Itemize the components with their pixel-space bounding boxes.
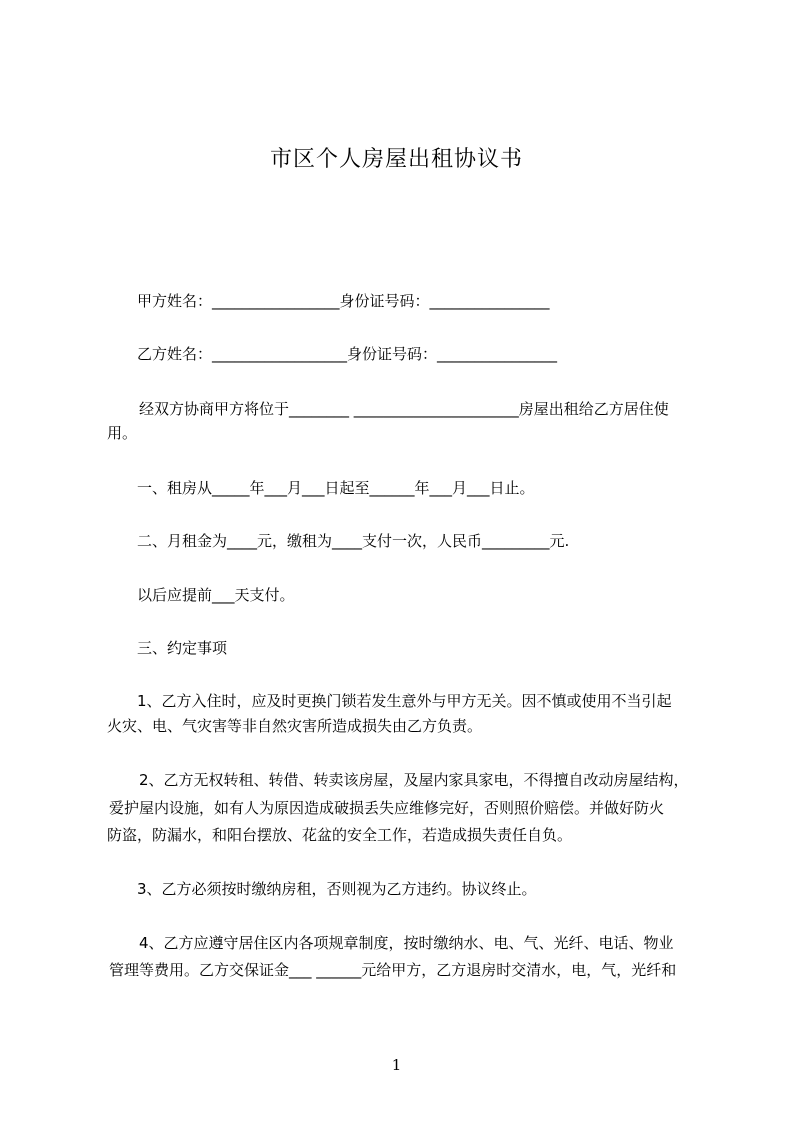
clause-2-monthly-rent: 二、月租金为____元，缴租为____支付一次，人民币_________元.	[137, 532, 570, 550]
party-a-line: 甲方姓名：_________________身份证号码：________________	[137, 292, 550, 310]
term-1-line-1: 1、乙方入住时，应及时更换门锁若发生意外与甲方无关。因不慎或使用不当引起	[137, 692, 672, 710]
agreement-intro-line-1: 经双方协商甲方将位于________ ______________________房屋出租给乙方居住使	[139, 400, 669, 418]
payment-advance-line: 以后应提前___天支付。	[137, 586, 295, 604]
term-1-line-2: 火灾、电、气灾害等非自然灾害所造成损失由乙方负责。	[107, 717, 483, 735]
agreement-intro-line-2: 用。	[107, 424, 138, 442]
page-number: 1	[391, 1056, 402, 1074]
term-3-line: 3、乙方必须按时缴纳房租，否则视为乙方违约。协议终止。	[137, 880, 537, 898]
term-2-line-1: 2、乙方无权转租、转借、转卖该房屋，及屋内家具家电，不得擅自改动房屋结构，	[139, 771, 689, 789]
party-b-line: 乙方姓名：__________________身份证号码：________________	[137, 345, 558, 363]
term-2-line-2: 爱护屋内设施，如有人为原因造成破损丢失应维修完好，否则照价赔偿。并做好防火	[109, 799, 665, 817]
term-4-line-1: 4、乙方应遵守居住区内各项规章制度，按时缴纳水、电、气、光纤、电话、物业	[139, 934, 674, 952]
clause-3-heading: 三、约定事项	[137, 639, 228, 657]
document-title: 市区个人房屋出租协议书	[269, 147, 523, 172]
clause-1-rental-period: 一、租房从_____年___月___日起至______年___月___日止。	[137, 479, 535, 497]
term-2-line-3: 防盗，防漏水，和阳台摆放、花盆的安全工作，若造成损失责任自负。	[107, 826, 573, 844]
term-4-line-2: 管理等费用。乙方交保证金___ ______元给甲方，乙方退房时交清水，电，气，光纤和	[109, 961, 677, 979]
